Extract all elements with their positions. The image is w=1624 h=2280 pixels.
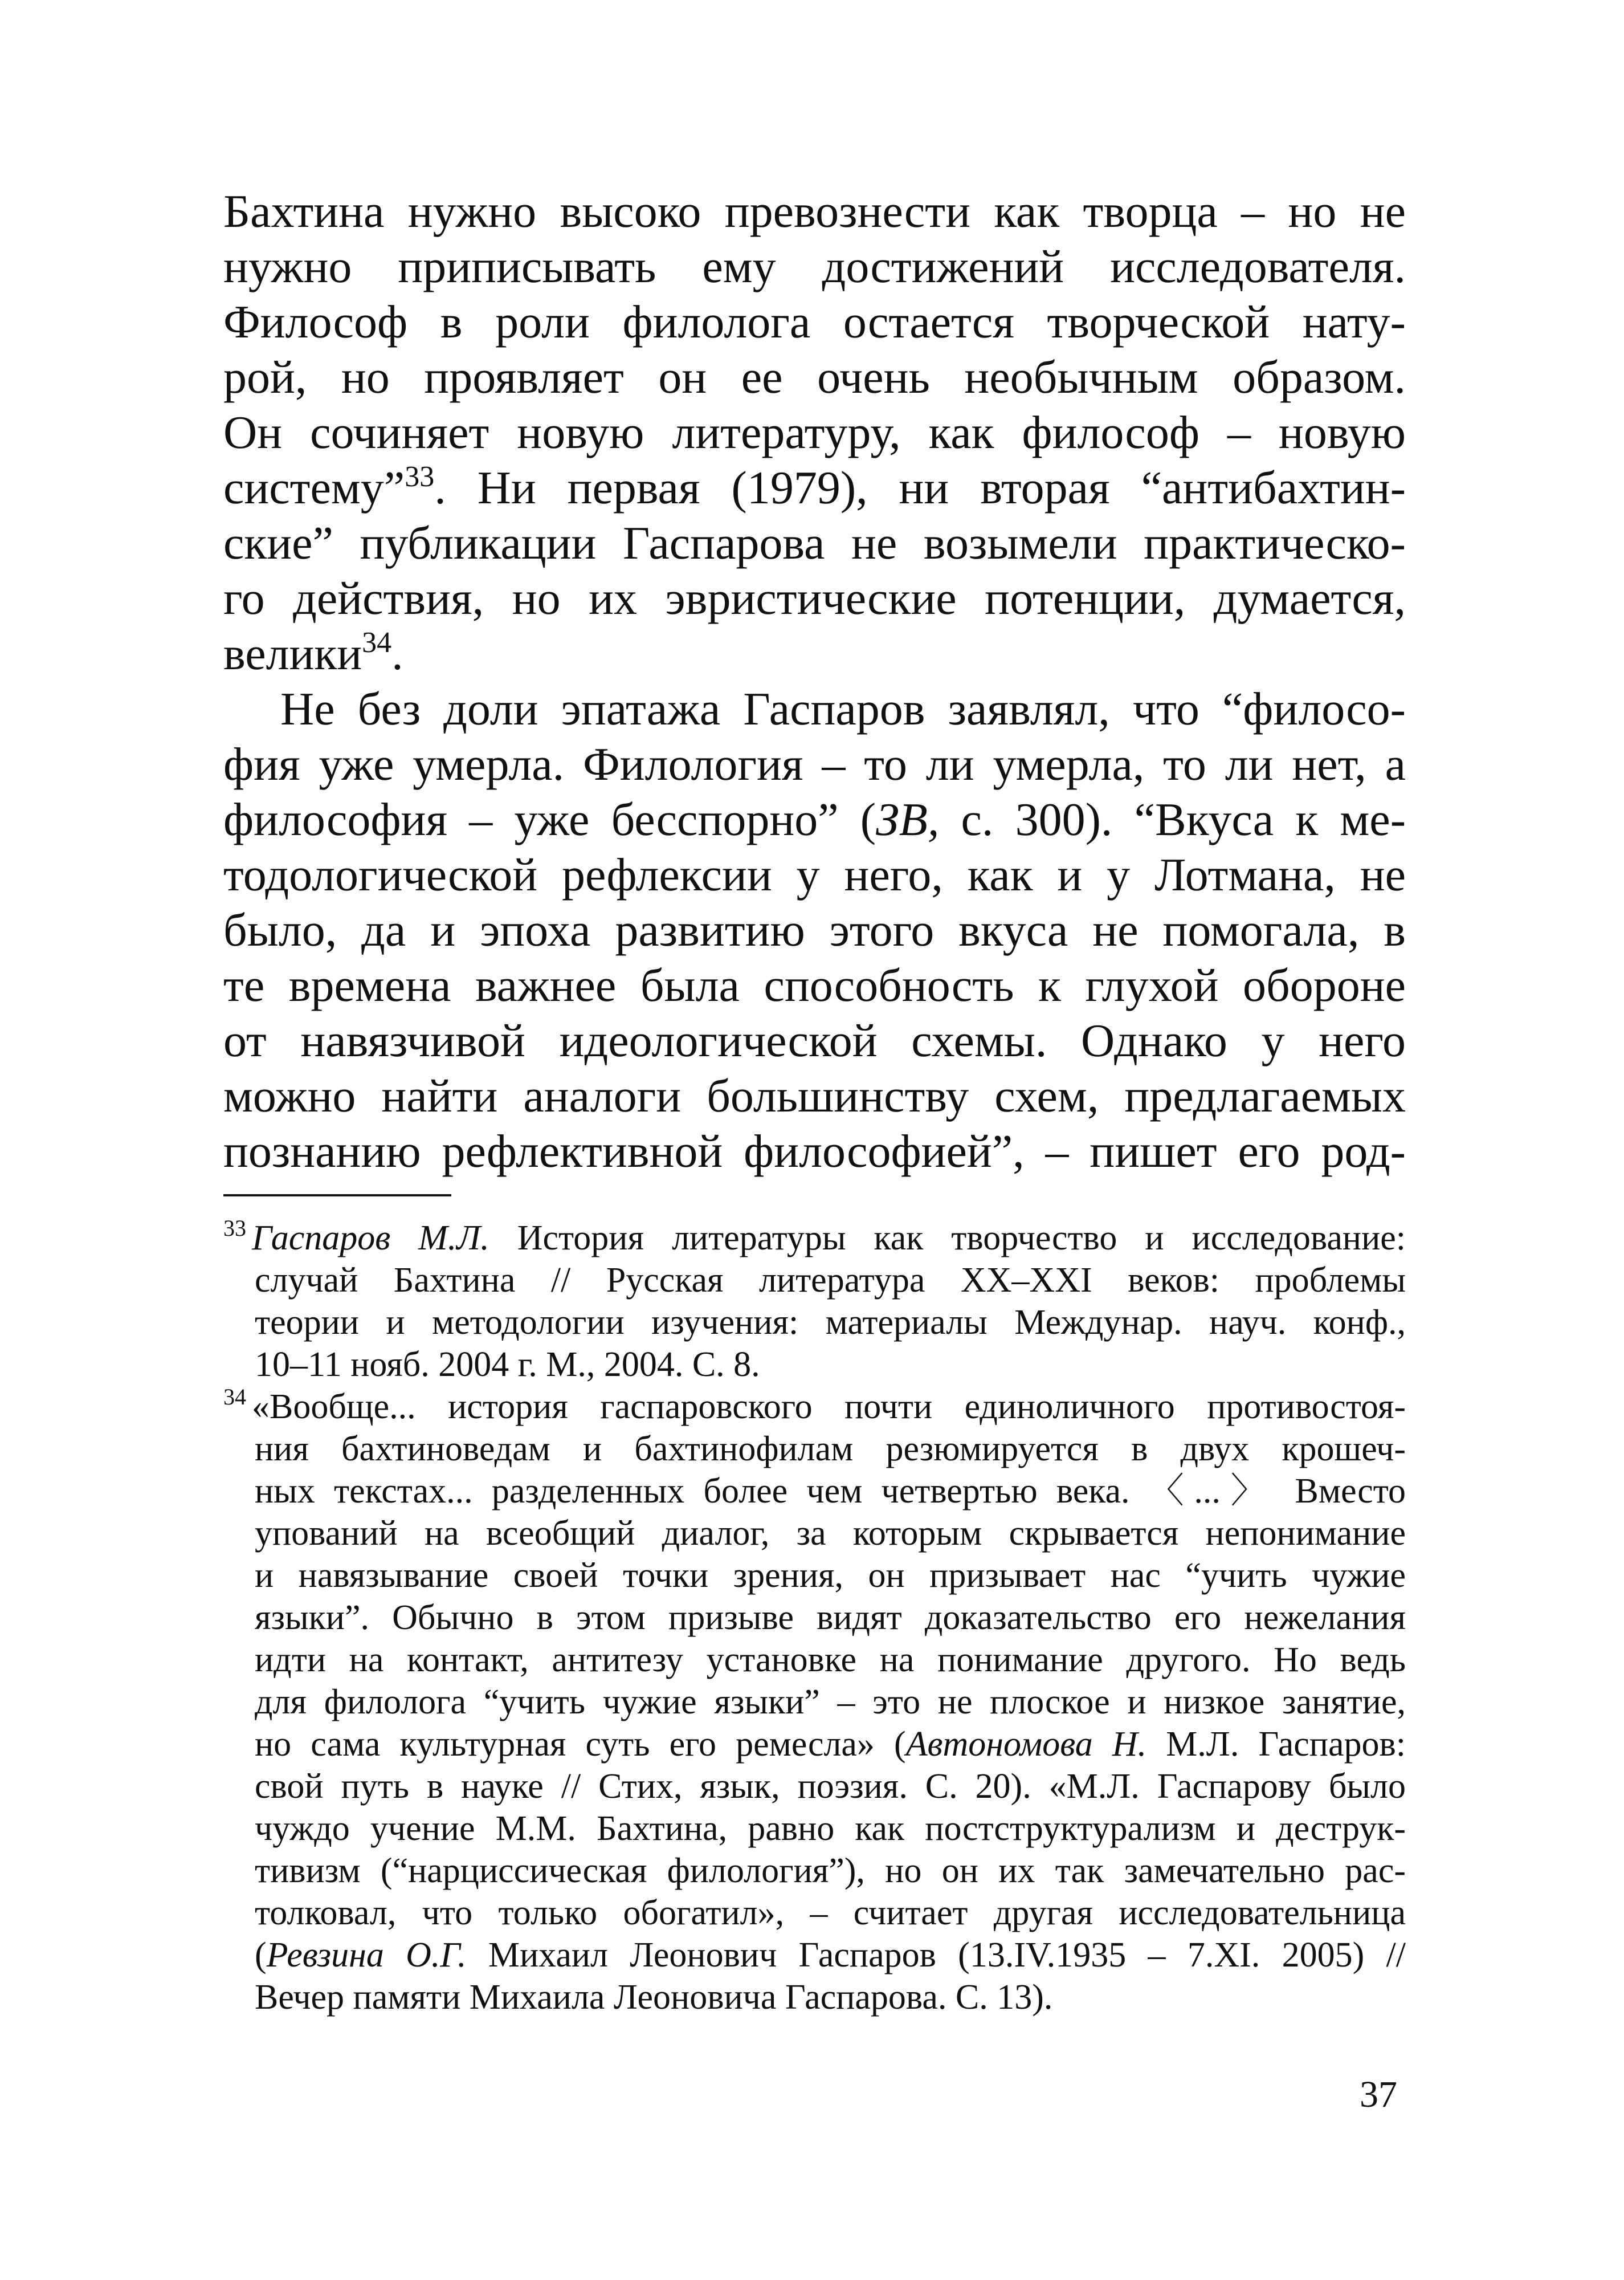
footnote-line: ния бахтиноведам и бахтинофилам резюмируется в двух крошеч- [255,1430,1406,1468]
footnote-text: ( [255,1936,267,1974]
footnote-line: языки”. Обычно в этом призыве видят доказательство его нежелания [255,1598,1406,1637]
text-line: было, да и эпоха развитию этого вкуса не помогала, в [223,904,1406,956]
text-line [223,460,1406,515]
footnote-separator [223,1194,451,1196]
footnote-line: чуждо учение М.М. Бахтина, равно как постструктурализм и деструк- [255,1809,1406,1848]
text-line [223,626,1406,681]
text-fragment: систему” [223,462,405,514]
text-fragment: . [391,628,403,679]
footnote-author: Автономова Н. [905,1725,1147,1764]
footnote-line: ных текстах... разделенных более чем четвертью века. 〈...〉 Вместо [255,1472,1406,1510]
page-number: 37 [1360,2074,1397,2115]
text-line: от навязчивой идеологической схемы. Однако у него [223,1015,1406,1066]
text-line: ские” публикации Гаспарова не возымели практическо- [223,517,1406,569]
text-line: фия уже умерла. Филология – то ли умерла, то ли нет, а [223,738,1406,790]
footnote-author: Ревзина О.Г. [266,1936,467,1974]
text-line: рой, но проявляет он ее очень необычным образом. [223,351,1406,403]
text-fragment: велики [223,628,362,679]
footnote-line: упований на всеобщий диалог, за которым скрывается непонимание [255,1514,1406,1553]
footnote-author: Гаспаров М.Л. [252,1219,489,1257]
text-fragment: философия – уже бесспорно” ( [223,793,876,845]
footnote-line: толковал, что только обогатил», – считает другая исследовательница [255,1894,1406,1932]
source-abbrev: ЗВ, [876,793,940,845]
footnote-line: 10–11 нояб. 2004 г. М., 2004. С. 8. [255,1345,760,1384]
footnote-ref-33[interactable]: 33 [405,461,435,493]
footnotes [223,1217,1406,2018]
footnote-number: 33 [223,1215,246,1241]
main-text [223,184,1406,1179]
footnote-line: и навязывание своей точки зрения, он призывает нас “учить чужие [255,1556,1406,1595]
footnote-line [223,1934,1406,1976]
footnote-text: но сама культурная суть его ремесла» ( [255,1725,906,1764]
footnote-line [223,1723,1406,1765]
footnote-text: М.Л. Гаспаров: [1146,1725,1406,1764]
footnote-line: для филолога “учить чужие языки” – это не плоское и низкое занятие, [255,1683,1406,1721]
footnote-text: История литературы как творчество и исследование: [489,1219,1406,1257]
footnote-line: случай Бахтина // Русская литература XX–XXI веков: проблемы [255,1261,1406,1300]
text-line: Не без доли эпатажа Гаспаров заявлял, что “филосо- [280,683,1406,735]
text-line: го действия, но их эвристические потенции, думается, [223,572,1406,624]
footnote-34 [223,1386,1406,1428]
footnote-33 [223,1217,1406,1259]
footnote-text: Михаил Леонович Гаспаров (13.IV.1935 – 7.XI. 2005) // [466,1936,1406,1974]
footnote-number: 34 [223,1384,246,1410]
footnote-line: идти на контакт, антитезу установке на понимание другого. Но ведь [255,1640,1406,1679]
footnote-line: Вечер памяти Михаила Леоновича Гаспарова. С. 13). [255,1978,1053,2017]
text-line: Он сочиняет новую литературу, как философ – новую [223,406,1406,458]
text-line: те времена важнее была способность к глухой обороне [223,959,1406,1011]
footnote-line: свой путь в науке // Стих, язык, поэзия. С. 20). «М.Л. Гаспарову было [255,1767,1406,1806]
text-fragment: . Ни первая (1979), ни вторая “антибахтин- [434,462,1406,514]
text-line: тодологической рефлексии у него, как и у Лотмана, не [223,849,1406,901]
text-fragment: с. 300). “Вкуса к ме- [939,793,1406,845]
footnote-line: теории и методологии изучения: материалы Междунар. науч. конф., [255,1303,1406,1342]
text-line: можно найти аналоги большинству схем, предлагаемых [223,1070,1406,1122]
text-line: нужно приписывать ему достижений исследователя. [223,241,1406,292]
text-line [223,792,1406,847]
text-line: познанию рефлективной философией”, – пишет его род- [223,1125,1406,1177]
text-line: Бахтина нужно высоко превознести как творца – но не [223,185,1406,237]
text-line: Философ в роли филолога остается творческой нату- [223,296,1406,348]
footnote-line: тивизм (“нарциссическая филология”), но он их так замечательно рас- [255,1851,1406,1890]
footnote-ref-34[interactable]: 34 [362,626,392,659]
footnote-text: «Вообще... история гаспаровского почти единоличного противостоя- [252,1387,1406,1426]
